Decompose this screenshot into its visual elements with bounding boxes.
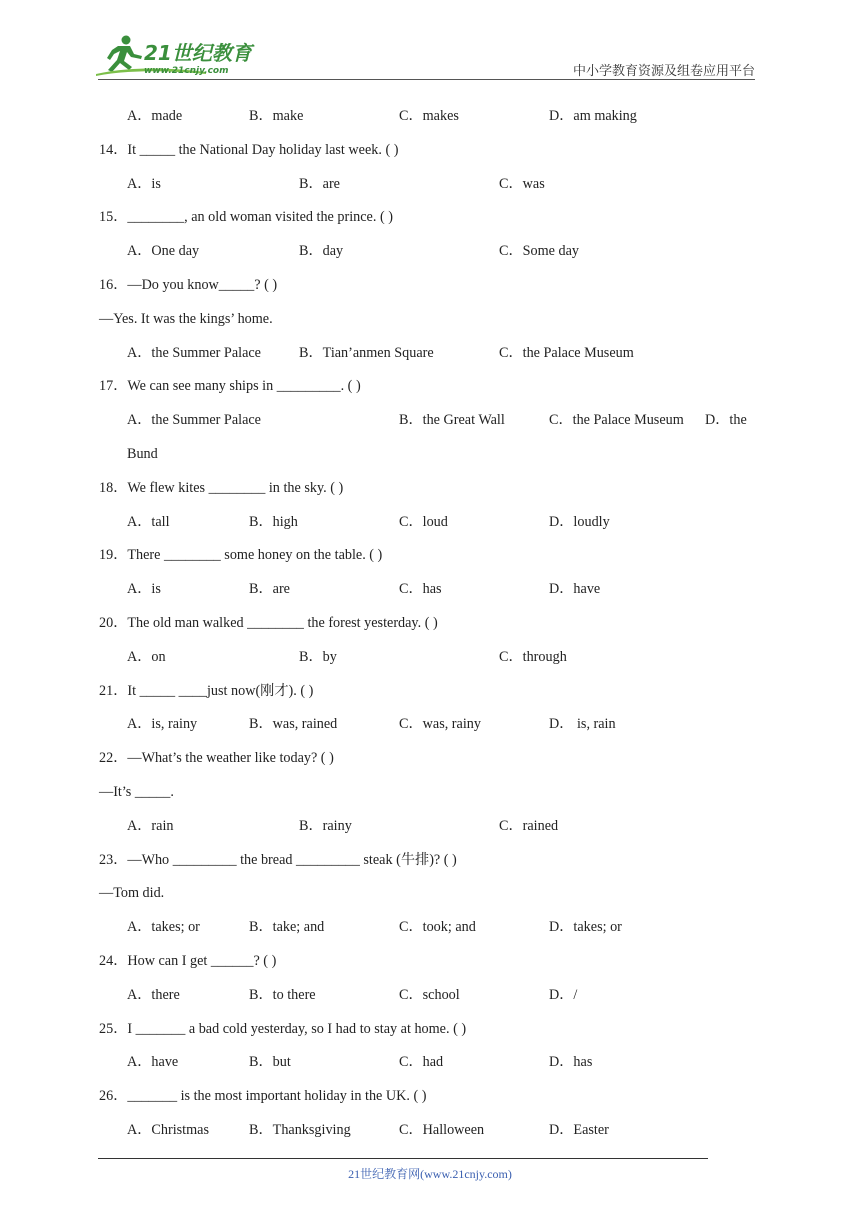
answer-option: A．made — [127, 108, 183, 124]
answer-option: B．the Great Wall — [399, 412, 505, 429]
answer-option: B．high — [249, 513, 298, 530]
answer-option: C．school — [399, 986, 460, 1003]
answer-option: C．makes — [399, 108, 459, 124]
footer-text: 21世纪教育网(www.21cnjy.com) — [348, 1167, 512, 1181]
page-header — [0, 0, 860, 90]
answer-option: D． is, rain — [549, 716, 616, 733]
footer-divider — [98, 1158, 708, 1159]
answer-option: A．One day — [127, 243, 200, 260]
answer-option: B．by — [299, 648, 337, 665]
answer-option: A．tall — [127, 513, 170, 530]
answer-option: A．is — [127, 175, 161, 192]
answer-option: B．take; and — [249, 919, 325, 936]
question-stem: 22．—What’s the weather like today? ( ) — [99, 750, 334, 767]
answer-option: D．Easter — [549, 1122, 609, 1138]
question-stem: 25．I _______ a bad cold yesterday, so I had to stay at home. ( ) — [99, 1020, 467, 1037]
answer-option: D．am making — [549, 108, 637, 124]
answer-option: D．loudly — [549, 513, 610, 530]
answer-option: A．is — [127, 581, 161, 598]
logo — [96, 34, 266, 78]
answer-option: D．have — [549, 581, 601, 598]
answer-option: C．rained — [499, 817, 559, 834]
question-stem: 23．—Who _________ the bread _________ steak (牛排)? ( ) — [99, 851, 457, 868]
question-stem: 18．We flew kites ________ in the sky. ( ) — [99, 479, 344, 496]
answer-option: B．Thanksgiving — [249, 1122, 351, 1138]
answer-option: C．was — [499, 175, 545, 192]
dialogue-line: —Yes. It was the kings’ home. — [99, 310, 273, 327]
answer-option: C．has — [399, 581, 442, 598]
answer-option: A．is, rainy — [127, 716, 198, 733]
answer-option: A．Christmas — [127, 1122, 209, 1138]
answer-option: C．through — [499, 648, 567, 665]
dialogue-line: —Tom did. — [99, 885, 165, 902]
question-stem: 19．There ________ some honey on the table. ( ) — [99, 547, 383, 564]
answer-option: A．rain — [127, 817, 174, 834]
question-stem: 21．It _____ ____just now(刚才). ( ) — [99, 682, 314, 699]
answer-option: C．Halloween — [399, 1122, 485, 1138]
answer-option: B．Tian’anmen Square — [299, 344, 434, 361]
question-stem: 17．We can see many ships in _________. ( ) — [99, 378, 361, 395]
question-stem: 20．The old man walked ________ the forest yesterday. ( ) — [99, 615, 438, 631]
question-stem: 26．_______ is the most important holiday in the UK. ( ) — [99, 1088, 427, 1105]
answer-option: B．make — [249, 108, 304, 124]
answer-option: C．Some day — [499, 243, 579, 260]
logo-url: www.21cnjy.com — [144, 66, 229, 76]
answer-option: A．have — [127, 1054, 179, 1071]
question-stem: 24．How can I get ______? ( ) — [99, 953, 277, 969]
answer-option: B．are — [299, 175, 340, 192]
answer-option-continued: Bund — [127, 446, 158, 462]
answer-option: B．but — [249, 1054, 291, 1071]
answer-option: B．rainy — [299, 817, 352, 834]
answer-option: B．day — [299, 243, 344, 260]
answer-option: B．to there — [249, 986, 316, 1003]
question-stem: 14．It _____ the National Day holiday last week. ( ) — [99, 141, 399, 158]
site-name: 中小学教育资源及组卷应用平台 — [572, 64, 755, 79]
answer-option: A．the Summer Palace — [127, 344, 261, 361]
question-stem: 16．—Do you know_____? ( ) — [99, 277, 278, 293]
answer-option: B．was, rained — [249, 716, 338, 733]
answer-option: A．there — [127, 986, 180, 1003]
answer-option: C．the Palace Museum — [549, 412, 684, 429]
answer-option: C．was, rainy — [399, 716, 481, 733]
answer-option: C．loud — [399, 513, 448, 530]
answer-option: A．the Summer Palace — [127, 412, 261, 429]
answer-option: A．on — [127, 648, 166, 665]
answer-option: D．the — [705, 412, 747, 429]
question-stem: 15．________, an old woman visited the prince. ( ) — [99, 209, 393, 226]
answer-option: C．had — [399, 1054, 444, 1071]
answer-option: C．took; and — [399, 919, 476, 936]
answer-option: D．has — [549, 1054, 593, 1071]
answer-option: B．are — [249, 581, 290, 598]
answer-option: D．takes; or — [549, 919, 622, 936]
header-divider — [98, 79, 755, 80]
answer-option: D．/ — [549, 986, 578, 1003]
answer-option: C．the Palace Museum — [499, 344, 634, 361]
dialogue-line: —It’s _____. — [99, 784, 174, 800]
logo-text: 21世纪教育 — [144, 41, 252, 65]
answer-option: A．takes; or — [127, 919, 200, 936]
